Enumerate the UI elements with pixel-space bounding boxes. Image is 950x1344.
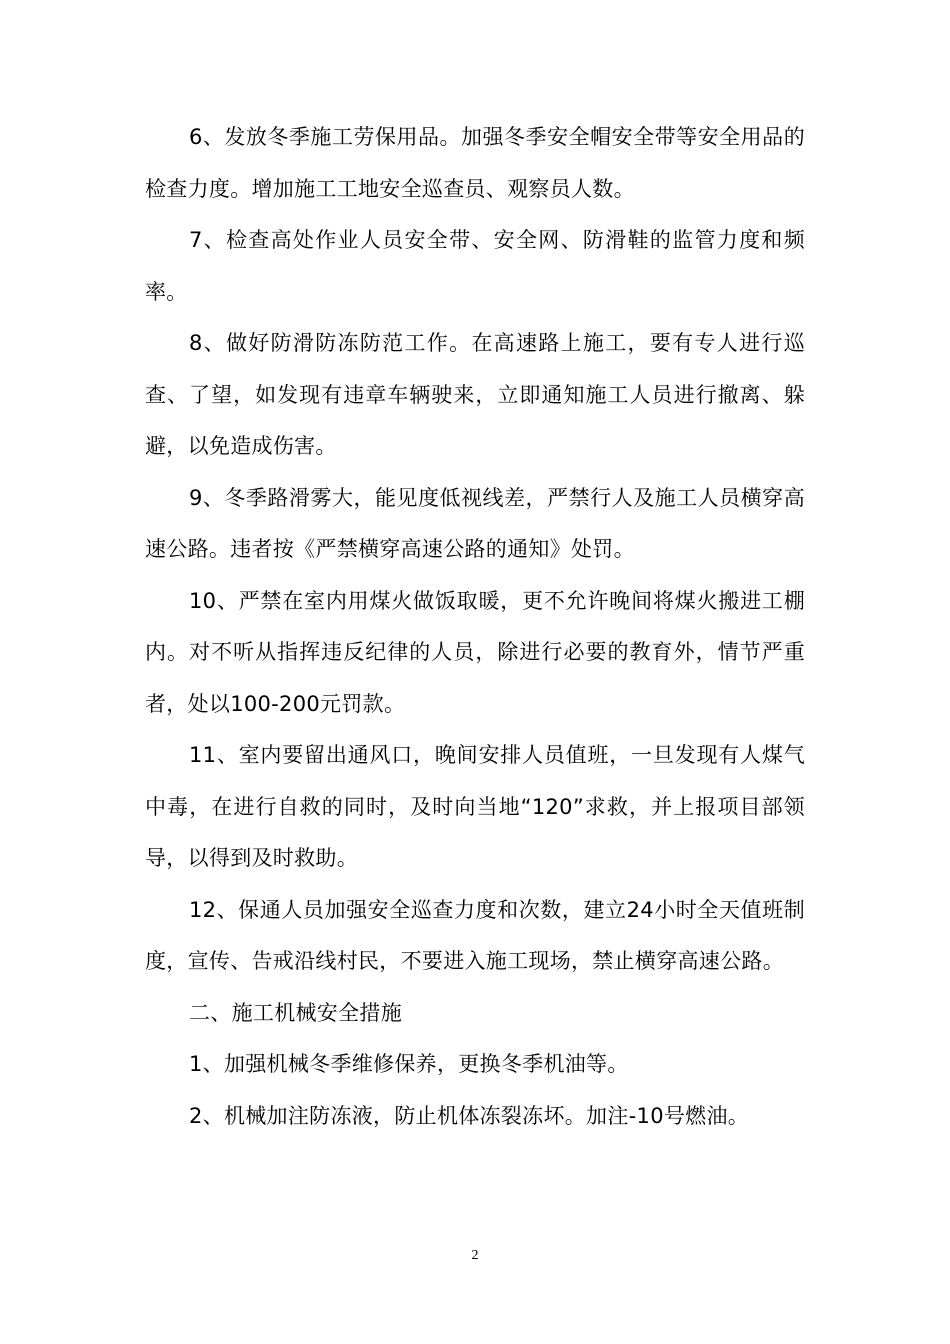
paragraph-item-9: 9、冬季路滑雾大，能见度低视线差，严禁行人及施工人员横穿高速公路。违者按《严禁横穿高速公路的通知》处罚。 <box>145 485 805 561</box>
paragraph-item-machinery-2: 2、机械加注防冻液，防止机体冻裂冻坏。加注-10号燃油。 <box>189 1103 750 1128</box>
section-heading-machinery-safety: 二、施工机械安全措施 <box>189 1000 402 1025</box>
paragraph-item-7: 7、检查高处作业人员安全带、安全网、防滑鞋的监管力度和频率。 <box>145 228 805 304</box>
paragraph-item-11: 11、室内要留出通风口，晚间安排人员值班，一旦发现有人煤气中毒，在进行自救的同时，及时向当地“120”求救，并上报项目部领导，以得到及时救助。 <box>145 743 805 870</box>
page-number: 2 <box>471 1248 479 1263</box>
paragraph-item-6: 6、发放冬季施工劳保用品。加强冬季安全帽安全带等安全用品的检查力度。增加施工工地安全巡查员、观察员人数。 <box>145 125 805 201</box>
paragraph-item-12: 12、保通人员加强安全巡查力度和次数，建立24小时全天值班制度，宣传、告戒沿线村民，不要进入施工现场，禁止横穿高速公路。 <box>145 897 805 973</box>
document-body <box>145 112 805 1142</box>
paragraph-item-10: 10、严禁在室内用煤火做饭取暖，更不允许晚间将煤火搬进工棚内。对不听从指挥违反纪律的人员，除进行必要的教育外，情节严重者，处以100-200元罚款。 <box>145 588 805 716</box>
paragraph-item-8: 8、做好防滑防冻防范工作。在高速路上施工，要有专人进行巡查、了望，如发现有违章车辆驶来，立即通知施工人员进行撤离、躲避，以免造成伤害。 <box>145 331 805 458</box>
paragraph-item-machinery-1: 1、加强机械冬季维修保养，更换冬季机油等。 <box>189 1052 629 1076</box>
